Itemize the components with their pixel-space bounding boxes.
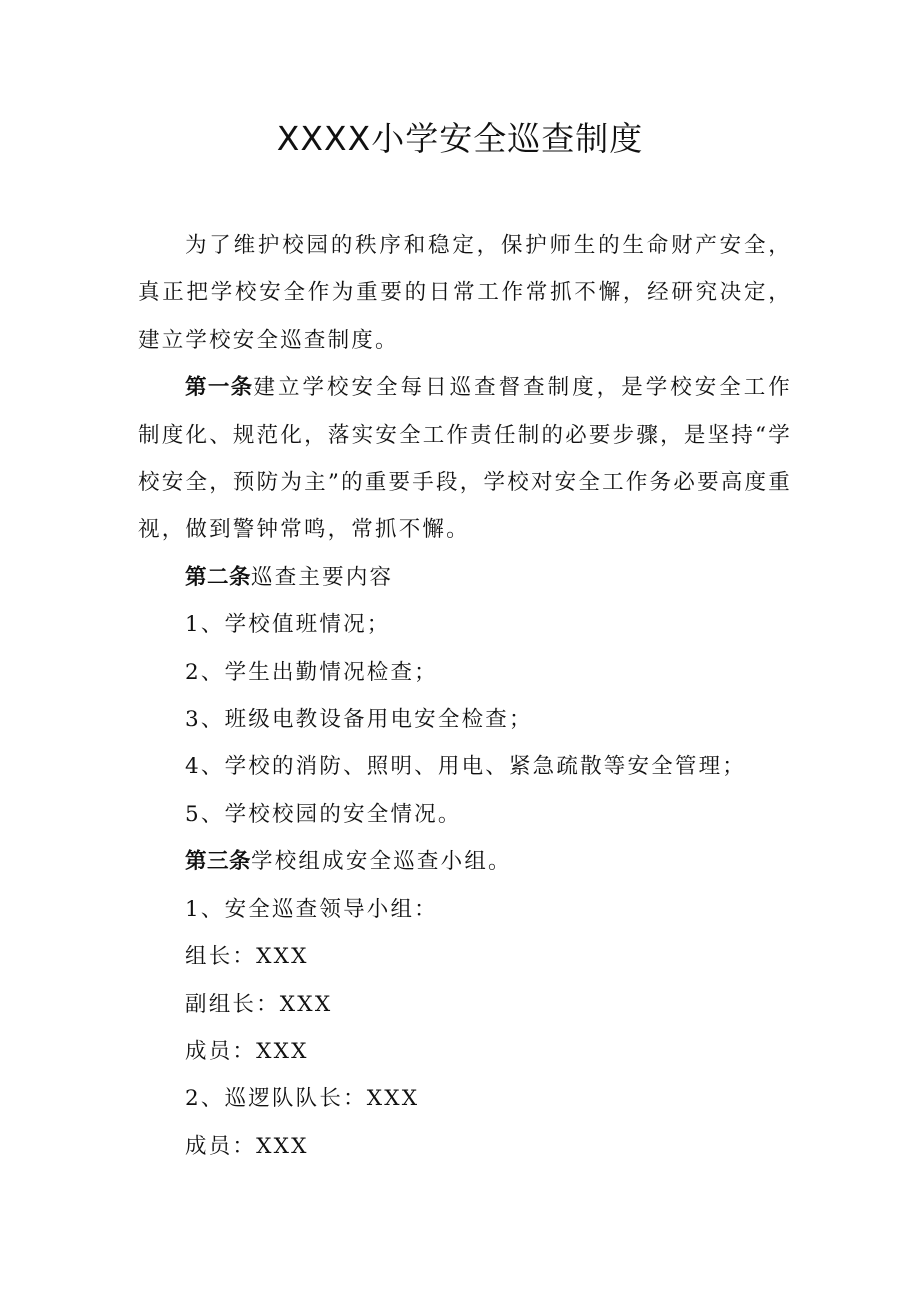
list-item: 2、巡逻队队长：XXX [185,1086,420,1112]
list-item: 4、学校的消防、照明、用电、紧急疏散等安全管理； [185,754,746,780]
list-item: 1、学校值班情况； [185,612,391,638]
article-2-label: 第二条 [185,564,252,590]
document-title: XXXX小学安全巡查制度 [276,119,644,158]
document-body [138,222,792,1170]
list-item: 3、班级电教设备用电安全检查； [185,707,533,733]
article-2-text: 巡查主要内容 [251,564,394,590]
article-3-heading [138,838,792,885]
list-item: 副组长：XXX [185,991,333,1017]
article-1-text: 建立学校安全每日巡查督查制度，是学校安全工作制度化、规范化，落实安全工作责任制的必要步骤，是坚持“学校安全，预防为主”的重要手段，学校对安全工作务必要高度重视，做到警钟常鸣，常抓不懈。 [138,375,792,543]
article-3-text: 学校组成安全巡查小组。 [251,849,512,875]
list-item: 1、安全巡查领导小组： [185,896,438,922]
intro-paragraph: 为了维护校园的秩序和稳定，保护师生的生命财产安全，真正把学校安全作为重要的日常工作常抓不懈，经研究决定，建立学校安全巡查制度。 [138,233,792,353]
list-item: 2、学生出勤情况检查； [185,659,438,685]
list-item: 5、学校校园的安全情况。 [185,801,462,827]
article-3-label: 第三条 [185,849,252,875]
article-2-heading [138,554,792,601]
article-1-paragraph [138,364,792,554]
article-1-label: 第一条 [185,375,254,401]
list-item: 成员：XXX [185,1038,309,1064]
list-item: 成员：XXX [185,1133,309,1159]
list-item: 组长：XXX [185,944,309,970]
